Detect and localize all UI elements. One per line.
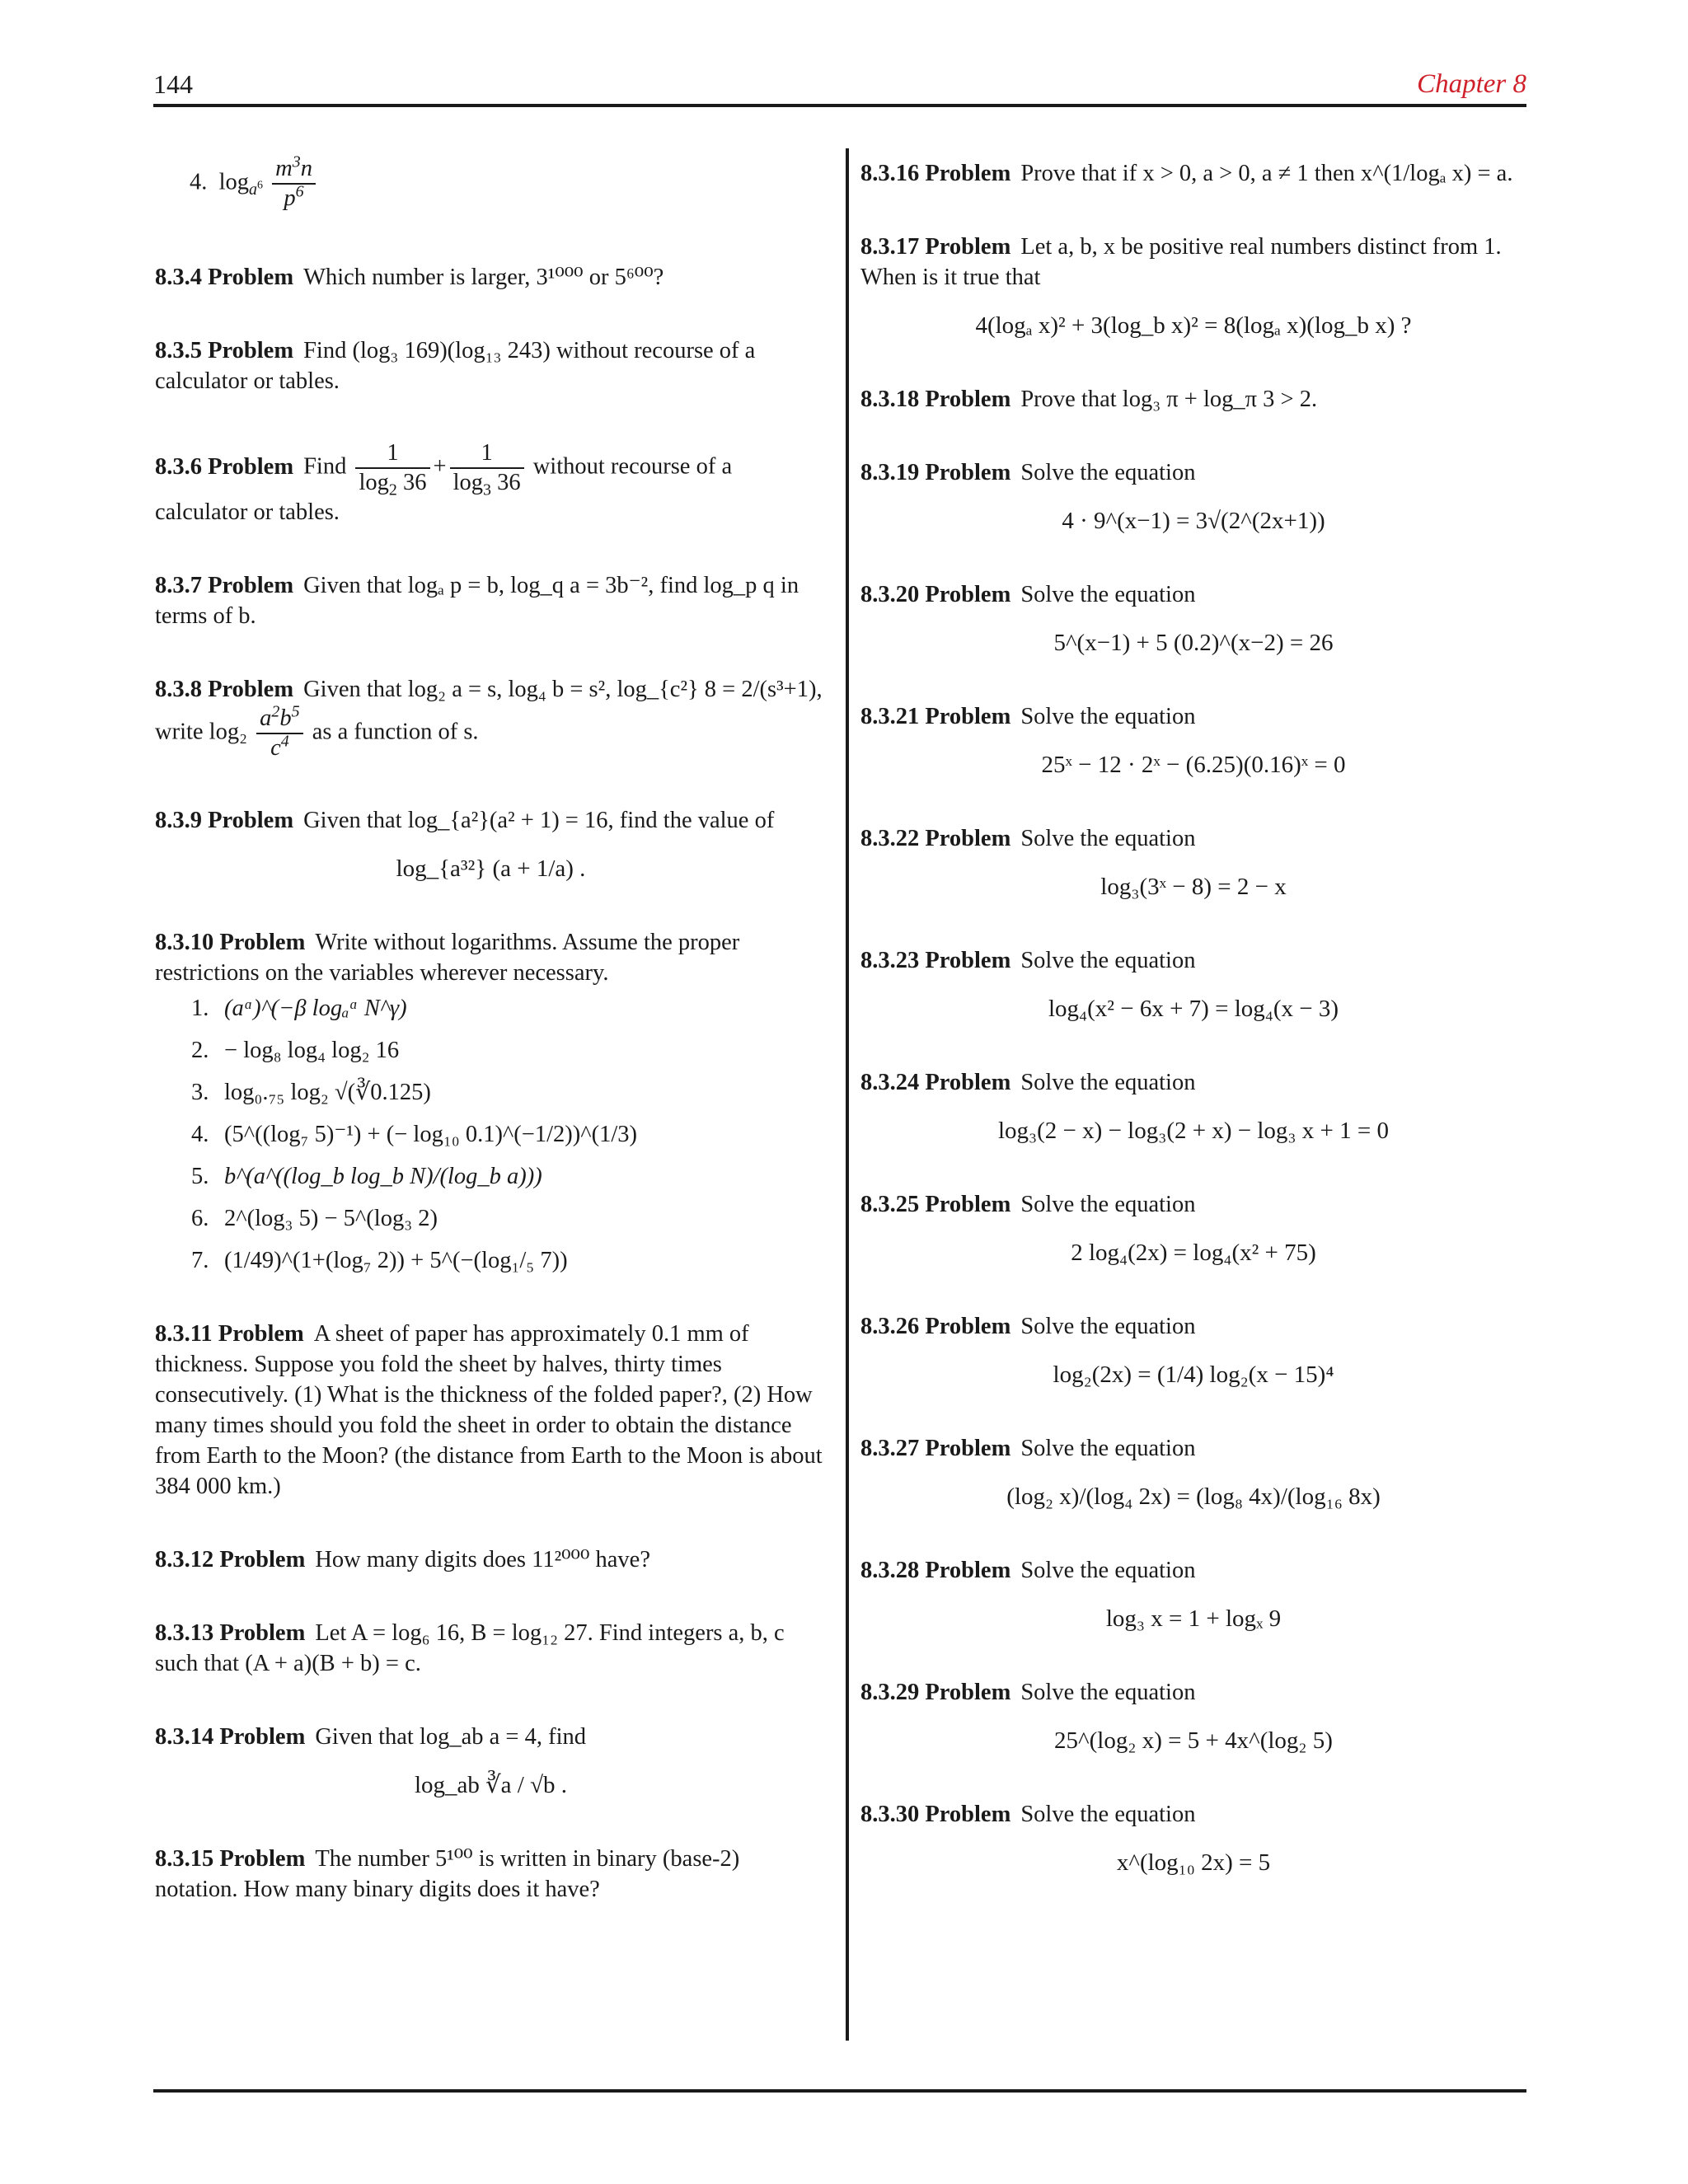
problem-title: 8.3.21 Problem bbox=[860, 704, 1011, 729]
item-expression: − log₈ log₄ log₂ 16 bbox=[224, 1038, 400, 1063]
item-expression: (aᵅ)^(−β logₐᵅ N^γ) bbox=[224, 996, 407, 1021]
item-number: 7. bbox=[191, 1248, 209, 1273]
problem-text-end: as a function of s. bbox=[312, 719, 479, 745]
problem-title: 8.3.12 Problem bbox=[155, 1547, 306, 1572]
problem-8-3-8 bbox=[155, 674, 827, 762]
item-expression: 2^(log₃ 5) − 5^(log₃ 2) bbox=[224, 1206, 438, 1231]
problem-8-3-6: 8.3.6 Problem Find $\frac{1}{\log_2 36}$ + $\frac{1}{\log_3 36}$ without recourse of a calculator or tables. bbox=[155, 440, 733, 525]
problem-title: 8.3.28 Problem bbox=[860, 1558, 1011, 1583]
problem-text: Write without logarithms. Assume the proper restrictions on the variables wherever necessary. bbox=[155, 930, 740, 986]
problem-text: Solve the equation bbox=[1020, 704, 1196, 729]
problem-title: 8.3.8 Problem bbox=[155, 677, 294, 702]
problem-text: Which number is larger, 3¹⁰⁰⁰ or 5⁶⁰⁰? bbox=[303, 265, 664, 290]
problem-text: Solve the equation bbox=[1020, 460, 1196, 485]
display-equation: x^(log₁₀ 2x) = 5 bbox=[1116, 1849, 1271, 1876]
problem-8-3-27 bbox=[860, 1433, 1526, 1512]
problem-title: 8.3.14 Problem bbox=[155, 1724, 306, 1750]
problem-8-3-21 bbox=[860, 701, 1526, 780]
problem-text: How many digits does 11²⁰⁰⁰ have? bbox=[315, 1547, 650, 1572]
problem-title: 8.3.6 Problem bbox=[155, 453, 294, 480]
display-equation: 4(logₐ x)² + 3(log_b x)² = 8(logₐ x)(log_b x) ? bbox=[975, 312, 1412, 339]
header-rule bbox=[153, 104, 1526, 107]
item-number: 4. bbox=[191, 1122, 209, 1147]
problem-text: Solve the equation bbox=[1020, 826, 1196, 851]
problem-text: Find bbox=[303, 453, 347, 480]
problem-8-3-30 bbox=[860, 1799, 1526, 1878]
problem-8-3-11 bbox=[155, 1319, 827, 1502]
problem-8-3-13 bbox=[155, 1618, 827, 1679]
problem-text: Prove that if x > 0, a > 0, a ≠ 1 then x^(1/logₐ x) = a. bbox=[1020, 161, 1513, 186]
problem-text: Solve the equation bbox=[1020, 1314, 1196, 1339]
problem-text-continued: write log₂ bbox=[155, 719, 248, 745]
problem-title: 8.3.4 Problem bbox=[155, 265, 294, 290]
problem-8-3-10 bbox=[155, 927, 827, 1276]
display-equation: (log₂ x)/(log₄ 2x) = (log₈ 4x)/(log₁₆ 8x) bbox=[1006, 1483, 1381, 1510]
display-equation: 2 log₄(2x) = log₄(x² + 75) bbox=[1071, 1240, 1316, 1266]
problem-title: 8.3.9 Problem bbox=[155, 808, 294, 833]
problem-8-3-4 bbox=[155, 262, 827, 293]
problem-text: Given that log₂ a = s, log₄ b = s², log_{c²} 8 = 2/(s³+1), bbox=[303, 677, 823, 702]
problem-title: 8.3.19 Problem bbox=[860, 460, 1011, 485]
display-equation: log_{a³²} (a + 1/a) . bbox=[396, 855, 586, 882]
display-equation: log₂(2x) = (1/4) log₂(x − 15)⁴ bbox=[1053, 1361, 1334, 1388]
problem-title: 8.3.5 Problem bbox=[155, 338, 294, 363]
problem-8-3-9 bbox=[155, 805, 827, 884]
problem-8-3-28 bbox=[860, 1555, 1526, 1634]
chapter-label: Chapter 8 bbox=[1417, 69, 1526, 99]
problem-8-3-20 bbox=[860, 579, 1526, 658]
column-divider bbox=[846, 148, 849, 2041]
problem-title: 8.3.17 Problem bbox=[860, 234, 1011, 260]
problem-text: Given that log_{a²}(a² + 1) = 16, find the value of bbox=[303, 808, 775, 833]
problem-title: 8.3.23 Problem bbox=[860, 948, 1011, 973]
page-number: 144 bbox=[153, 69, 193, 99]
problem-text: Solve the equation bbox=[1020, 1070, 1196, 1095]
fraction: $\frac{1}{\log_2 36}$ bbox=[355, 439, 429, 497]
left-column bbox=[155, 140, 827, 1947]
problem-title: 8.3.13 Problem bbox=[155, 1620, 306, 1646]
problem-text: Find (log₃ 169)(log₁₃ 243) without recourse of a calculator or tables. bbox=[155, 338, 756, 394]
problem-8-3-24 bbox=[860, 1067, 1526, 1146]
problem-title: 8.3.30 Problem bbox=[860, 1802, 1011, 1827]
problem-title: 8.3.25 Problem bbox=[860, 1192, 1011, 1217]
problem-8-3-17 bbox=[860, 232, 1526, 341]
fraction: $\frac{1}{\log_3 36}$ bbox=[450, 439, 524, 497]
list-item bbox=[191, 1245, 827, 1276]
problem-8-3-26 bbox=[860, 1311, 1526, 1390]
problem-text: Given that logₐ p = b, log_q a = 3b⁻², find log_p q in terms of b. bbox=[155, 573, 799, 629]
problem-title: 8.3.29 Problem bbox=[860, 1680, 1011, 1705]
list-item-4: 4. $\log_{a^6}$ $\frac{m^3n}{p^6}$ bbox=[190, 155, 827, 213]
problem-text: Solve the equation bbox=[1020, 582, 1196, 607]
problem-text: Given that log_ab a = 4, find bbox=[315, 1724, 587, 1750]
item-number: 6. bbox=[191, 1206, 209, 1231]
item-expression: (1/49)^(1+(log₇ 2)) + 5^(−(log₁/₅ 7)) bbox=[224, 1248, 568, 1273]
item-number: 4. bbox=[190, 169, 208, 195]
problem-text: Let a, b, x be positive real numbers distinct from 1. When is it true that bbox=[860, 234, 1502, 290]
problem-8-3-29 bbox=[860, 1677, 1526, 1756]
problem-title: 8.3.24 Problem bbox=[860, 1070, 1011, 1095]
display-equation: 25^(log₂ x) = 5 + 4x^(log₂ 5) bbox=[1054, 1727, 1333, 1754]
item-expression: (5^((log₇ 5)⁻¹) + (− log₁₀ 0.1)^(−1/2))^(1/3) bbox=[224, 1122, 638, 1147]
problem-title: 8.3.11 Problem bbox=[155, 1321, 304, 1347]
list-item bbox=[191, 1035, 827, 1066]
problem-title: 8.3.18 Problem bbox=[860, 387, 1011, 412]
display-equation: log₃(2 − x) − log₃(2 + x) − log₃ x + 1 = 0 bbox=[997, 1118, 1389, 1144]
item-number: 1. bbox=[191, 996, 209, 1021]
item-expression: b^(a^((log_b log_b N)/(log_b a))) bbox=[224, 1164, 542, 1189]
problem-8-3-12 bbox=[155, 1544, 827, 1575]
list-item bbox=[191, 1203, 827, 1234]
problem-text: Solve the equation bbox=[1020, 1436, 1196, 1461]
problem-text: Solve the equation bbox=[1020, 1558, 1196, 1583]
problem-text: Let A = log₆ 16, B = log₁₂ 27. Find integers a, b, c such that (A + a)(B + b) = c. bbox=[155, 1620, 785, 1676]
list-item bbox=[191, 993, 827, 1024]
list-item bbox=[191, 1077, 827, 1108]
problem-text: Solve the equation bbox=[1020, 948, 1196, 973]
problem-8-3-14 bbox=[155, 1722, 827, 1801]
problem-title: 8.3.26 Problem bbox=[860, 1314, 1011, 1339]
problem-8-3-18 bbox=[860, 384, 1526, 415]
display-equation: log₃(3ˣ − 8) = 2 − x bbox=[1100, 874, 1287, 900]
problem-8-3-5 bbox=[155, 335, 827, 396]
problem-8-3-7 bbox=[155, 570, 827, 631]
problem-title: 8.3.7 Problem bbox=[155, 573, 294, 598]
problem-title: 8.3.20 Problem bbox=[860, 582, 1011, 607]
fraction: $\frac{a^2b^5}{c^4}$ bbox=[256, 705, 302, 762]
problem-8-3-23 bbox=[860, 945, 1526, 1024]
problem-title: 8.3.27 Problem bbox=[860, 1436, 1011, 1461]
display-equation: 4 · 9^(x−1) = 3√(2^(2x+1)) bbox=[1062, 508, 1325, 534]
problem-8-3-25 bbox=[860, 1189, 1526, 1268]
list-item bbox=[191, 1119, 827, 1150]
display-equation: log_ab ∛a / √b . bbox=[414, 1772, 567, 1798]
list-item bbox=[191, 1161, 827, 1192]
problem-title: 8.3.16 Problem bbox=[860, 161, 1011, 186]
display-equation: log₃ x = 1 + logₓ 9 bbox=[1105, 1605, 1282, 1632]
problem-title: 8.3.15 Problem bbox=[155, 1846, 306, 1872]
problem-text-continued: without recourse of a calculator or tables. bbox=[155, 453, 733, 525]
problem-text: Prove that log₃ π + log_π 3 > 2. bbox=[1020, 387, 1318, 412]
problem-text: Solve the equation bbox=[1020, 1802, 1196, 1827]
problem-title: 8.3.10 Problem bbox=[155, 930, 306, 955]
item-number: 2. bbox=[191, 1038, 209, 1063]
problem-title: 8.3.22 Problem bbox=[860, 826, 1011, 851]
problem-8-3-15 bbox=[155, 1844, 827, 1905]
display-equation: log₄(x² − 6x + 7) = log₄(x − 3) bbox=[1048, 996, 1339, 1022]
right-column bbox=[860, 140, 1526, 1921]
item-expression: log₀.₇₅ log₂ √(∛0.125) bbox=[224, 1080, 431, 1105]
item-number: 3. bbox=[191, 1080, 209, 1105]
item-number: 5. bbox=[191, 1164, 209, 1189]
problem-8-3-19 bbox=[860, 457, 1526, 537]
problem-text: The number 5¹⁰⁰ is written in binary (base-2) notation. How many binary digits does it have? bbox=[155, 1846, 740, 1902]
problem-text: A sheet of paper has approximately 0.1 mm of thickness. Suppose you fold the sheet by halves, thirty times consecutively. (1) What is the thickness of the folded paper?, (2) How many times should you fold the sheet in order to obtain the distance from Earth to the Moon? (the distance from Earth to the Moon is about 384 000 km.) bbox=[155, 1321, 823, 1499]
problem-text: Solve the equation bbox=[1020, 1192, 1196, 1217]
fraction: $\frac{m^3n}{p^6}$ bbox=[272, 155, 316, 213]
footer-rule bbox=[153, 2089, 1526, 2093]
problem-text: Solve the equation bbox=[1020, 1680, 1196, 1705]
problem-8-3-22 bbox=[860, 823, 1526, 902]
display-equation: 5^(x−1) + 5 (0.2)^(x−2) = 26 bbox=[1053, 630, 1334, 656]
subproblem-list bbox=[191, 993, 827, 1276]
display-equation: 25ˣ − 12 · 2ˣ − (6.25)(0.16)ˣ = 0 bbox=[1041, 752, 1346, 778]
problem-8-3-16 bbox=[860, 158, 1526, 189]
